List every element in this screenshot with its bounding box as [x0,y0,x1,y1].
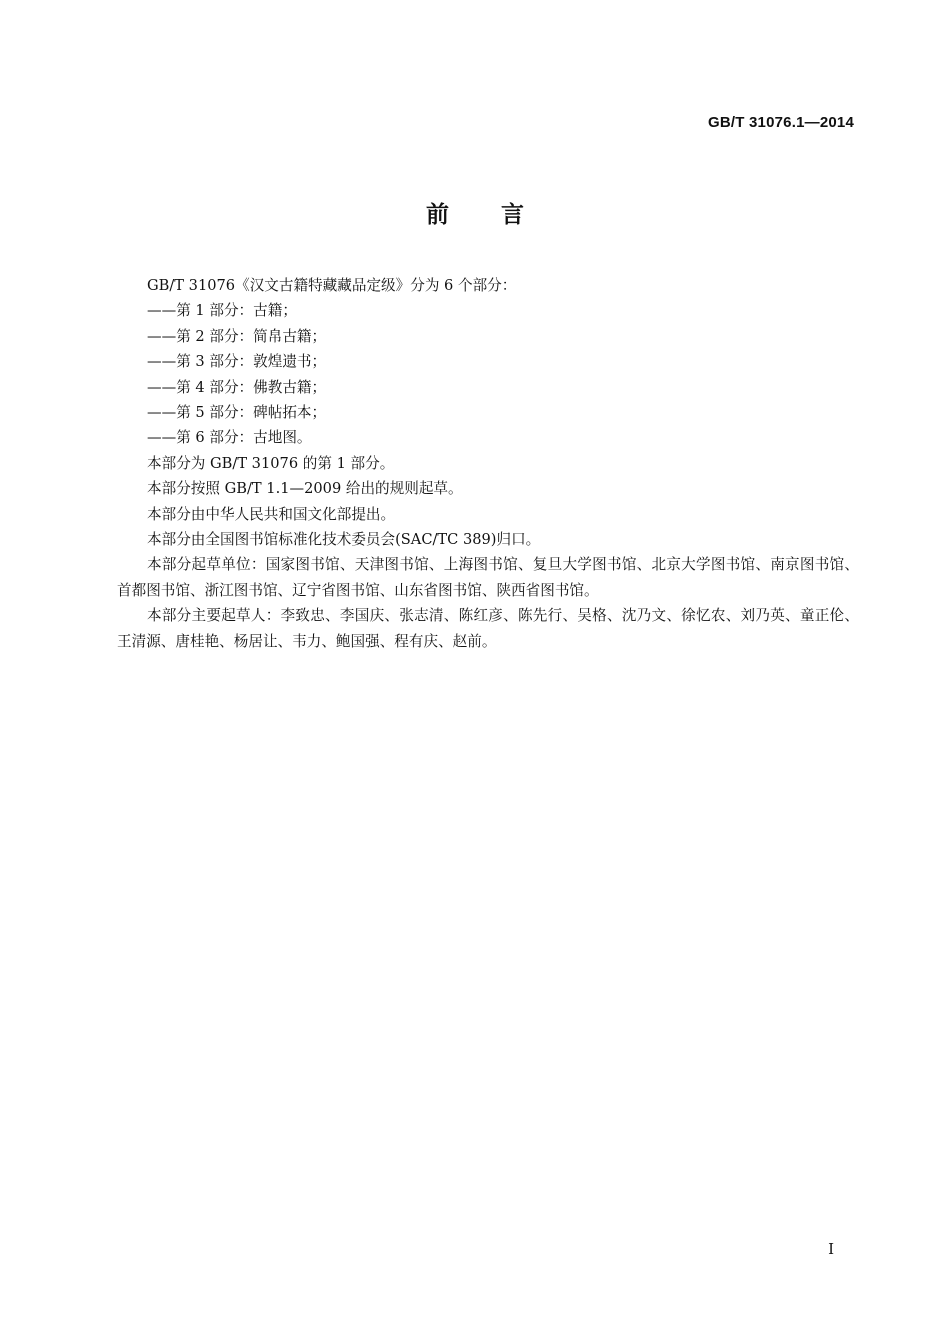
drafting-units-paragraph: 本部分起草单位：国家图书馆、天津图书馆、上海图书馆、复旦大学图书馆、北京大学图书馆、南京图书馆、首都图书馆、浙江图书馆、辽宁省图书馆、山东省图书馆、陕西省图书馆。 [117,556,859,599]
part-list-item: ——第 1 部分：古籍； [147,302,297,320]
part-list-item: ——第 2 部分：简帛古籍； [147,327,327,345]
page-title [0,196,950,229]
intro-paragraph: GB/T 31076《汉文古籍特藏藏品定级》分为 6 个部分： [147,277,517,294]
centralized-by-paragraph: 本部分由全国图书馆标准化技术委员会(SAC/TC 389)归口。 [147,531,541,549]
foreword-body [117,273,859,654]
page-title-char-1: 前 [426,202,449,228]
drafting-rules-paragraph: 本部分按照 GB/T 1.1—2009 给出的规则起草。 [147,480,463,498]
part-of-paragraph: 本部分为 GB/T 31076 的第 1 部分。 [147,454,395,472]
drafters-paragraph: 本部分主要起草人：李致忠、李国庆、张志清、陈红彦、陈先行、吴格、沈乃文、徐忆农、刘乃英、童正伦、王清源、唐桂艳、杨居让、韦力、鲍国强、程有庆、赵前。 [117,607,859,650]
part-list-item: ——第 4 部分：佛教古籍； [147,378,327,396]
standard-number: GB/T 31076.1—2014 [708,114,854,131]
part-list-item: ——第 6 部分：古地图。 [147,429,312,447]
proposed-by-paragraph: 本部分由中华人民共和国文化部提出。 [147,505,396,523]
part-list-item: ——第 5 部分：碑帖拓本； [147,404,327,422]
page-title-char-2: 言 [501,202,524,228]
page-number: I [828,1240,834,1258]
part-list-item: ——第 3 部分：敦煌遗书； [147,353,327,371]
